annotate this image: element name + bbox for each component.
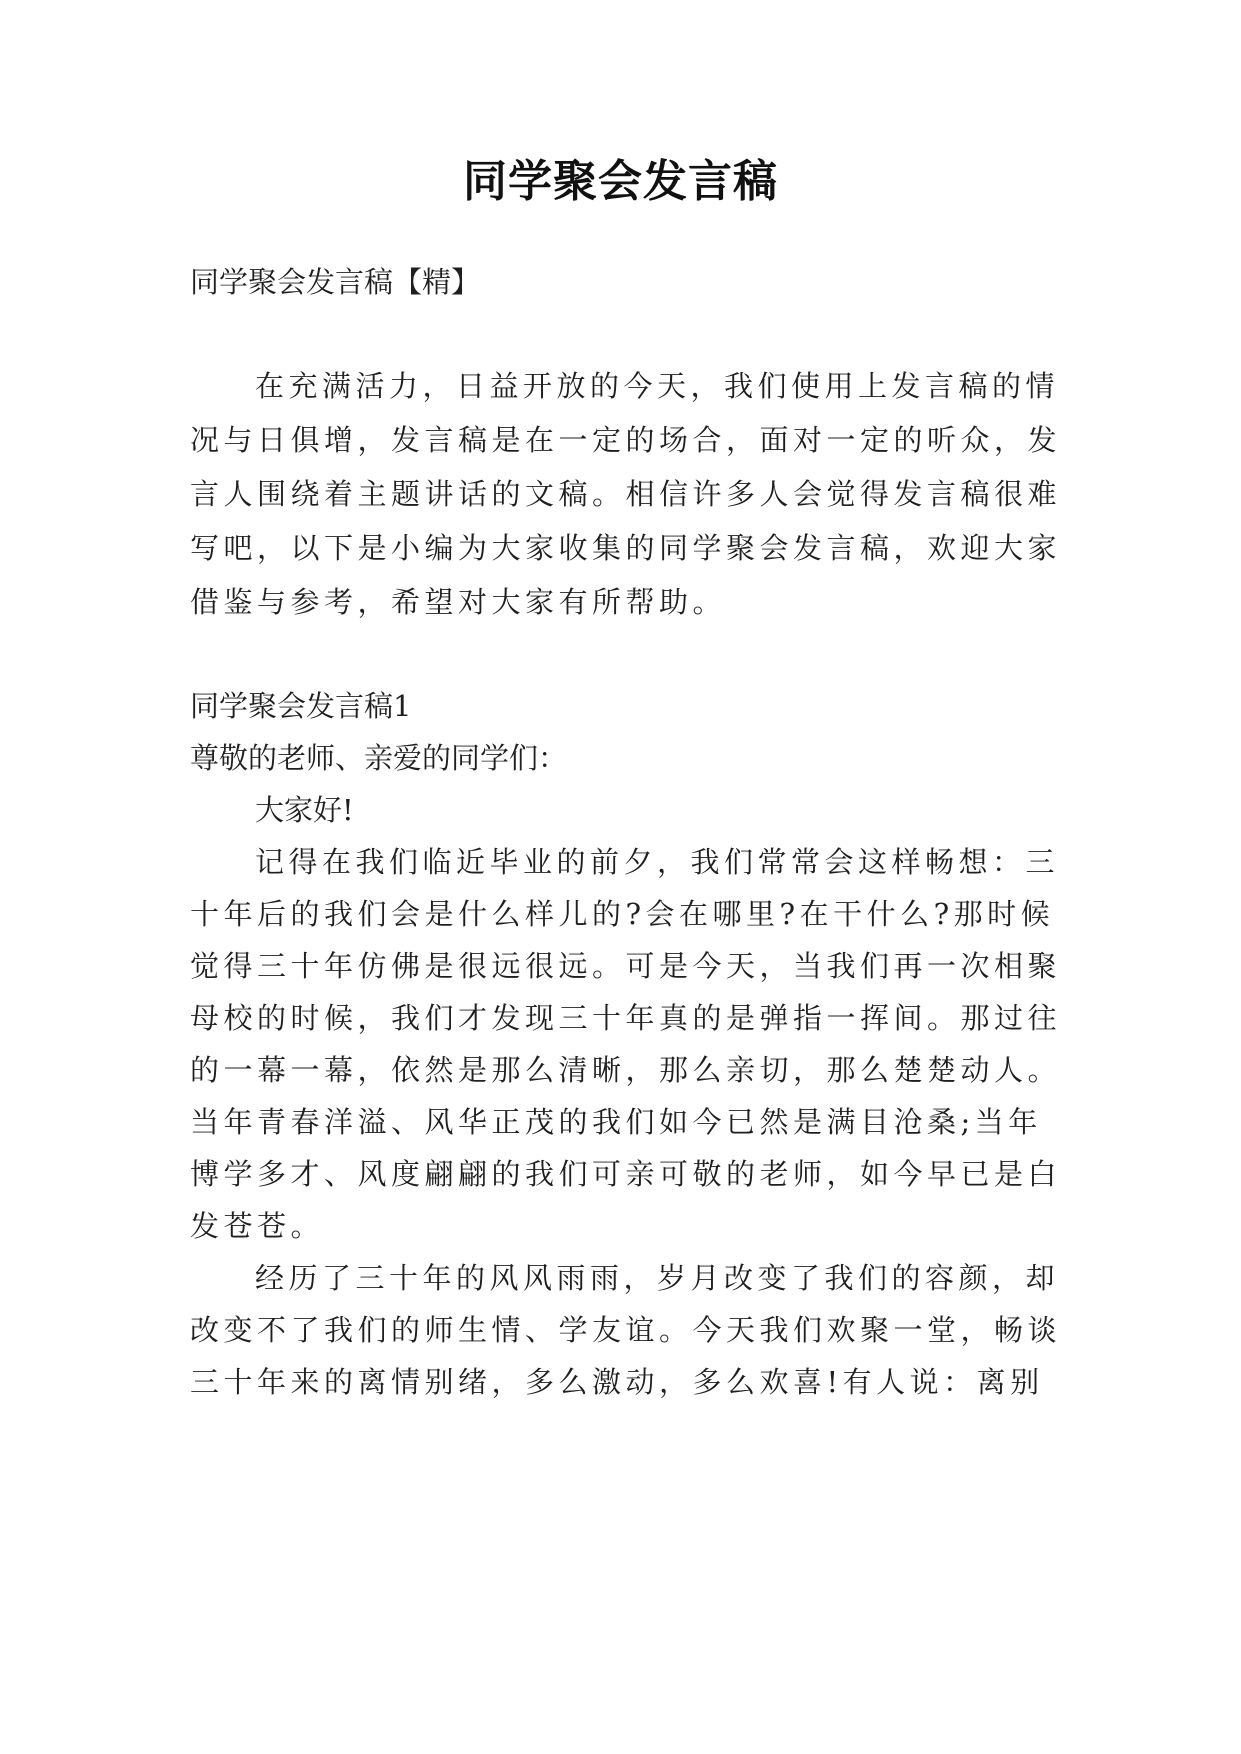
salutation: 尊敬的老师、亲爱的同学们： <box>190 741 568 775</box>
body-line: 记得在我们临近毕业的前夕，我们常常会这样畅想：三 <box>255 845 1060 879</box>
document-title: 同学聚会发言稿 <box>463 156 778 207</box>
body-line: 的一幕一幕，依然是那么清晰，那么亲切，那么楚楚动人。 <box>190 1053 1062 1087</box>
greeting: 大家好! <box>255 793 354 827</box>
intro-line: 借鉴与参考，希望对大家有所帮助。 <box>190 585 727 619</box>
intro-line: 在充满活力，日益开放的今天，我们使用上发言稿的情 <box>255 369 1060 403</box>
document-subtitle: 同学聚会发言稿【精】 <box>190 265 481 299</box>
body-line: 改变不了我们的师生情、学友谊。今天我们欢聚一堂，畅谈 <box>190 1313 1062 1347</box>
intro-line: 言人围绕着主题讲话的文稿。相信许多人会觉得发言稿很难 <box>190 477 1062 511</box>
body-line: 母校的时候，我们才发现三十年真的是弹指一挥间。那过往 <box>190 1001 1062 1035</box>
intro-line: 写吧，以下是小编为大家收集的同学聚会发言稿，欢迎大家 <box>190 531 1062 565</box>
body-line: 发苍苍。 <box>190 1209 325 1243</box>
body-line: 觉得三十年仿佛是很远很远。可是今天，当我们再一次相聚 <box>190 949 1062 983</box>
body-line: 十年后的我们会是什么样儿的?会在哪里?在干什么?那时候 <box>190 897 1055 931</box>
body-line: 经历了三十年的风风雨雨，岁月改变了我们的容颜，却 <box>255 1261 1060 1295</box>
body-line: 三十年来的离情别绪，多么激动，多么欢喜!有人说：离别 <box>190 1365 1044 1399</box>
intro-line: 况与日俱增，发言稿是在一定的场合，面对一定的听众，发 <box>190 423 1062 457</box>
body-line: 当年青春洋溢、风华正茂的我们如今已然是满目沧桑;当年 <box>190 1105 1042 1139</box>
body-line: 博学多才、风度翩翩的我们可亲可敬的老师，如今早已是白 <box>190 1157 1062 1191</box>
section-heading: 同学聚会发言稿1 <box>190 689 412 723</box>
